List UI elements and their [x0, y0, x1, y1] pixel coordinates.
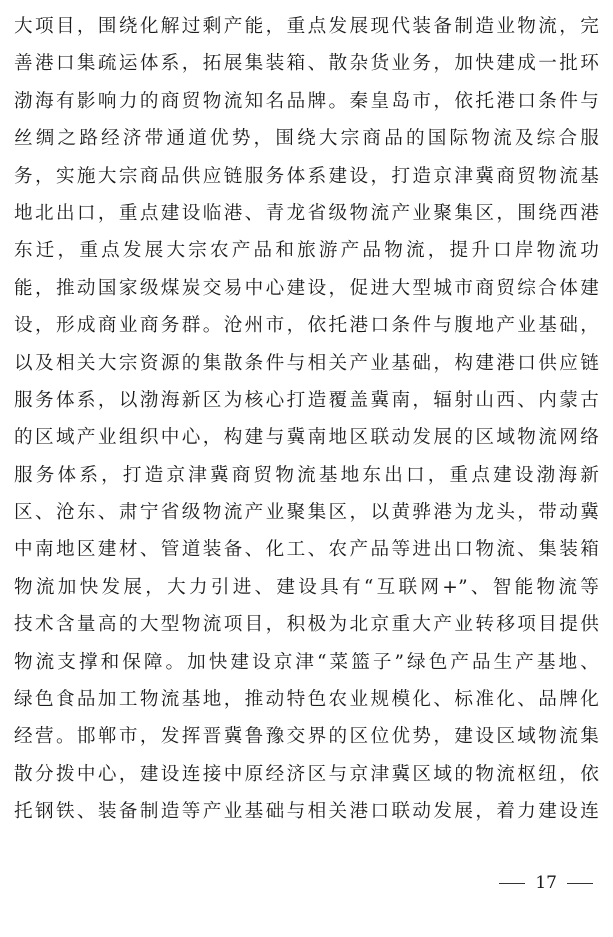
text-line: 善港口集疏运体系，拓展集装箱、散杂货业务，加快建成一批环: [14, 53, 599, 75]
text-line: 绿色食品加工物流基地，推动特色农业规模化、标准化、品牌化: [14, 689, 599, 711]
text-line: 能，推动国家级煤炭交易中心建设，促进大型城市商贸综合体建: [14, 277, 599, 299]
text-line: 物流加快发展，大力引进、建设具有“互联网+”、智能物流等: [14, 576, 599, 598]
page-number-dash-left: [499, 883, 525, 884]
text-line: 渤海有影响力的商贸物流知名品牌。秦皇岛市，依托港口条件与: [14, 90, 599, 112]
text-line: 东迁，重点发展大宗农产品和旅游产品物流，提升口岸物流功: [14, 240, 599, 262]
page-number-value: 17: [535, 873, 557, 893]
text-line: 物流支撑和保障。加快建设京津“菜篮子”绿色产品生产基地、: [14, 651, 599, 673]
page-number: [499, 873, 593, 893]
body-text: [14, 8, 599, 831]
text-line: 区、沧东、肃宁省级物流产业聚集区，以黄骅港为龙头，带动冀: [14, 502, 599, 524]
text-line: 中南地区建材、管道装备、化工、农产品等进出口物流、集装箱: [14, 539, 599, 561]
page-number-dash-right: [567, 883, 593, 884]
text-line: 散分拨中心，建设连接中原经济区与京津冀区域的物流枢纽，依: [14, 763, 599, 785]
text-line: 托钢铁、装备制造等产业基础与相关港口联动发展，着力建设连: [14, 801, 599, 823]
text-line: 服务体系，打造京津冀商贸物流基地东出口，重点建设渤海新: [14, 464, 599, 486]
text-line: 服务体系，以渤海新区为核心打造覆盖冀南，辐射山西、内蒙古: [14, 389, 599, 411]
text-line: 务，实施大宗商品供应链服务体系建设，打造京津冀商贸物流基: [14, 165, 599, 187]
text-line: 大项目，围绕化解过剩产能，重点发展现代装备制造业物流，完: [14, 16, 599, 37]
text-line: 技术含量高的大型物流项目，积极为北京重大产业转移项目提供: [14, 614, 599, 636]
text-line: 丝绸之路经济带通道优势，围绕大宗商品的国际物流及综合服: [14, 128, 599, 150]
text-line: 以及相关大宗资源的集散条件与相关产业基础，构建港口供应链: [14, 352, 599, 374]
text-line: 的区域产业组织中心，构建与冀南地区联动发展的区域物流网络: [14, 427, 599, 449]
text-line: 经营。邯郸市，发挥晋冀鲁豫交界的区位优势，建设区域物流集: [14, 726, 599, 748]
text-line: 设，形成商业商务群。沧州市，依托港口条件与腹地产业基础，: [14, 315, 599, 337]
text-line: 地北出口，重点建设临港、青龙省级物流产业聚集区，围绕西港: [14, 202, 599, 224]
